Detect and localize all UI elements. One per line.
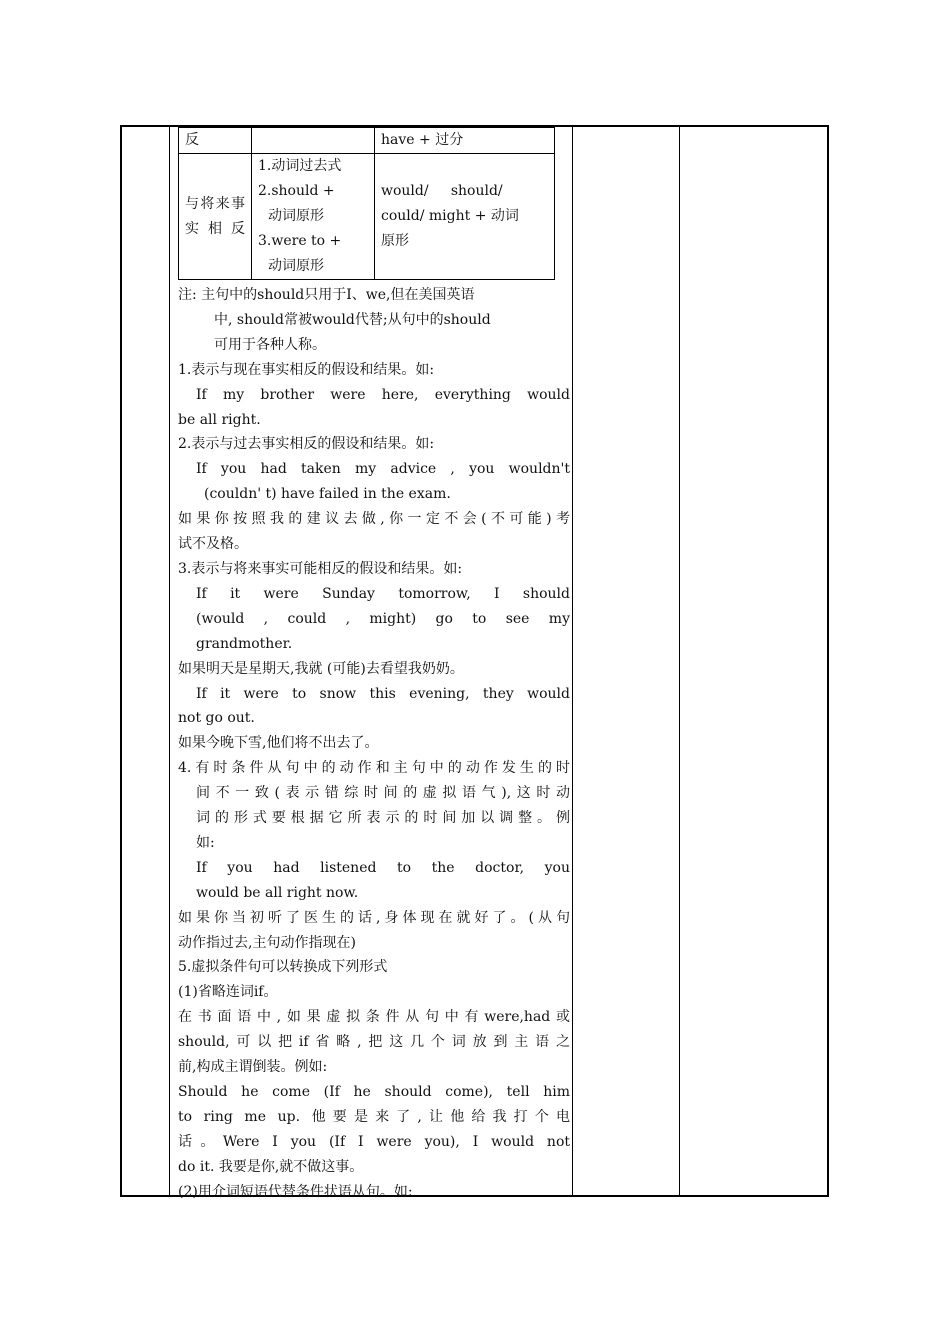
subsection-heading: (2)用介词短语代替条件状语从句。如: — [178, 1183, 413, 1200]
table-cell — [375, 154, 555, 280]
example-line: (couldn' t) have failed in the exam. — [204, 486, 451, 503]
section-heading: 3.表示与将来事实可能相反的假设和结果。如: — [178, 560, 463, 577]
table-row — [179, 154, 555, 280]
column-divider-3 — [679, 127, 680, 1195]
section-text: 在书面语中,如果虚拟条件从句中有were,had或 — [178, 1009, 570, 1026]
column-divider-2 — [572, 127, 573, 1195]
note-line: 可用于各种人称。 — [214, 336, 326, 353]
example-line: If it were to snow this evening, they would — [196, 685, 570, 702]
section-text: 间不一致(表示错综时间的虚拟语气),这时动 — [196, 785, 570, 802]
example-line: If it were Sunday tomorrow, I should — [196, 585, 570, 602]
form-text: 原形 — [381, 233, 409, 249]
section-text: 如: — [196, 834, 215, 851]
section-heading: 1.表示与现在事实相反的假设和结果。如: — [178, 361, 435, 378]
form-text: could/ might + 动词 — [381, 208, 519, 224]
example-line: do it. 我要是你,就不做这事。 — [178, 1158, 364, 1175]
form-item: 动词原形 — [268, 258, 324, 274]
outer-table — [120, 125, 829, 1200]
example-line: 话。Were I you (If I were you), I would not — [178, 1133, 570, 1150]
body-text — [178, 283, 570, 1205]
form-item: 2.should + — [258, 183, 335, 199]
form-item: 3.were to + — [258, 233, 342, 249]
section-heading: 4.有时条件从句中的动作和主句中的动作发生的时 — [178, 760, 570, 777]
example-line: (would , could , might) go to see my — [196, 610, 570, 627]
section-text: should,可以把if省略,把这几个词放到主语之 — [178, 1034, 570, 1051]
column-divider-1 — [169, 127, 170, 1195]
translation-line: 动作指过去,主句动作指现在) — [178, 934, 356, 951]
table-cell — [252, 154, 375, 280]
translation-line: 如果你按照我的建议去做,你一定不会(不可能)考 — [178, 511, 570, 528]
table-row — [179, 128, 555, 154]
table-cell: 反 — [179, 128, 252, 154]
section-heading: 5.虚拟条件句可以转换成下列形式 — [178, 959, 388, 976]
example-line: to ring me up. 他要是来了,让他给我打个电 — [178, 1108, 570, 1125]
section-text: 词的形式要根据它所表示的时间加以调整。例 — [196, 810, 570, 827]
translation-line: 试不及格。 — [178, 536, 248, 553]
note-line: 中, should常被would代替;从句中的should — [214, 311, 491, 328]
table-cell — [252, 128, 375, 154]
inner-table — [178, 127, 555, 280]
table-cell: 与将来事实相反 — [179, 154, 252, 280]
translation-line: 如果明天是星期天,我就 (可能)去看望我奶奶。 — [178, 660, 464, 677]
form-item: 动词原形 — [268, 208, 324, 224]
subsection-heading: (1)省略连词if。 — [178, 984, 278, 1001]
translation-line: 如果今晚下雪,他们将不出去了。 — [178, 735, 379, 752]
form-text: would/ should/ — [381, 183, 503, 199]
example-line: Should he come (If he should come), tell him — [178, 1084, 570, 1100]
form-item: 1.动词过去式 — [258, 158, 342, 174]
example-line: not go out. — [178, 710, 255, 727]
example-line: be all right. — [178, 411, 261, 428]
example-line: If you had listened to the doctor, you — [196, 859, 570, 876]
example-line: would be all right now. — [196, 884, 359, 901]
translation-line: 如果你当初听了医生的话,身体现在就好了。(从句 — [178, 909, 570, 926]
note-line: 注: 主句中的should只用于I、we,但在美国英语 — [178, 287, 475, 303]
example-line: If you had taken my advice , you wouldn't — [196, 461, 570, 478]
section-heading: 2.表示与过去事实相反的假设和结果。如: — [178, 436, 435, 453]
example-line: grandmother. — [196, 635, 293, 652]
section-text: 前,构成主谓倒装。例如: — [178, 1059, 328, 1076]
table-cell: have + 过分 — [375, 128, 555, 154]
example-line: If my brother were here, everything would — [196, 386, 570, 403]
content-cell — [178, 127, 570, 1205]
